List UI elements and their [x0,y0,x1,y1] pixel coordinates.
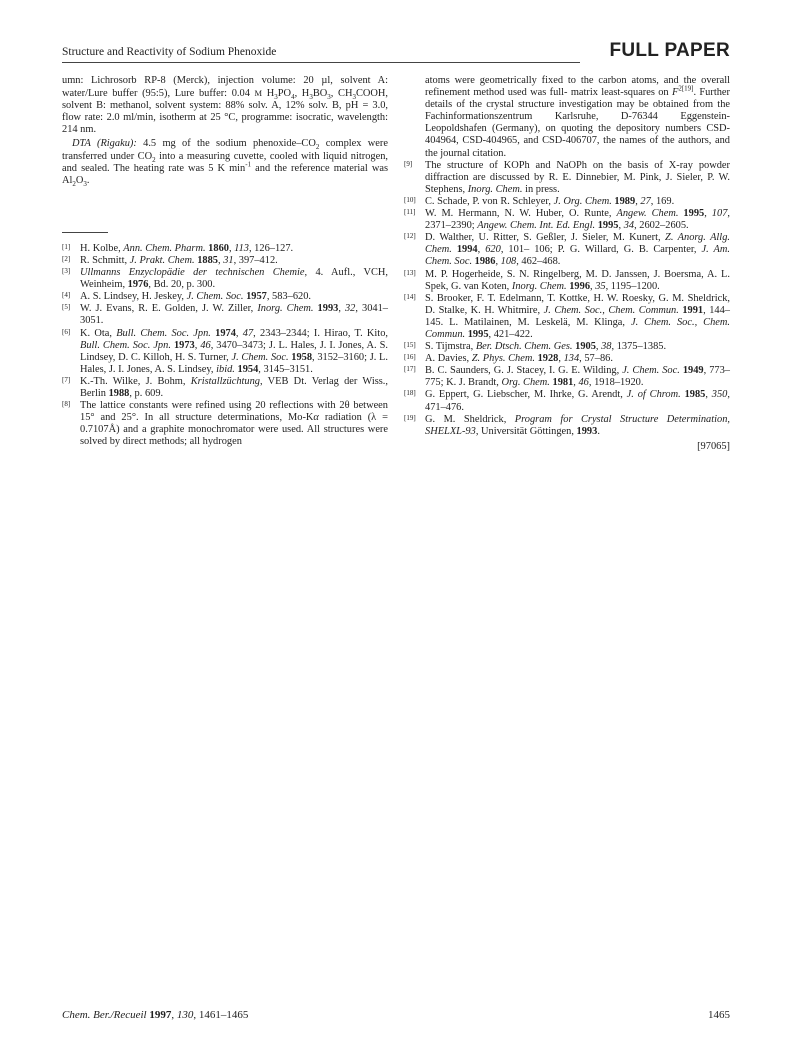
reference-8-continued: atoms were geometrically fixed to the carbon atoms, and the overall refinement method used was full- matrix least-squares on $F^{2[19]}$. Further details of the crystal structure investigation may be obtained from the Fachinformationszentrum Karlsruhe, D-76344 Eggenstein-Leopoldshafen (Germany), on quoting the depository numbers CSD-404964, CSD-404965, and CSD-406707, the names of the authors, and the journal citation. [425,75,730,159]
references-divider [62,232,108,233]
article-id: [97065] [697,440,730,452]
reference-3: [3] Ullmanns Enzyclopädie der technischen Chemie, 4. Aufl., VCH, Weinheim, 1976, Bd. 20, p. 300. [62,267,389,291]
reference-16: [16] A. Davies, Z. Phys. Chem. 1928, 134, 57–86. [404,353,613,365]
footer-citation: Chem. Ber./Recueil 1997, 130, 1461–1465 [62,1009,249,1021]
reference-8: [8] The lattice constants were refined using 20 reflections with 2θ between 15° and 25°. In all structure determinations, Mo-Kα radiation (λ = 0.7107Å) and a graphite monochromator were used. All structures were solved by direct methods; all hydrogen [62,400,388,448]
reference-2: [2] R. Schmitt, J. Prakt. Chem. 1885, 31, 397–412. [62,254,278,266]
section-label: FULL PAPER [609,40,730,61]
running-title: Structure and Reactivity of Sodium Phenoxide [62,46,277,58]
reference-19: [19] G. M. Sheldrick, Program for Crystal Structure Determination, SHELXL-93, Universität Göttingen, 1993. [404,413,730,437]
hplc-paragraph: umn: Lichrosorb RP-8 (Merck), injection volume: 20 µl, solvent A: water/Lure buffer (95:5), Lure buffer: 0.04 M $H_3PO_4$, $H_3BO_3$, $CH_3COOH$, solvent B: methanol, solvent system: 88% solv. A, 12% solv. B, pH = 3.0, flow rate: 2.0 ml/min, isotherm at 25 °C, programme: isocratic, wavelength: 214 nm. [62,75,388,136]
reference-11: [11] W. M. Hermann, N. W. Huber, O. Runte, Angew. Chem. 1995, 107, 2371–2390; Angew. Chem. Int. Ed. Engl. 1995, 34, 2602–2605. [404,208,730,232]
page-number: 1465 [708,1009,730,1021]
reference-13: [13] M. P. Hogerheide, S. N. Ringelberg, M. D. Janssen, J. Boersma, A. L. Spek, G. van Koten, Inorg. Chem. 1996, 35, 1195–1200. [404,268,730,292]
dta-paragraph: DTA (Rigaku): 4.5 mg of the sodium phenoxide–$CO_2$ complex were transferred under $CO_2$ into a measuring cuvette, cooled with liquid nitrogen, and sealed. The heating rate was 5 K $\min^{-1}$ and the reference material was $Al_2O_3$. [62,138,389,188]
reference-1: [1] H. Kolbe, Ann. Chem. Pharm. 1860, 113, 126–127. [62,242,294,254]
reference-7: [7] K.-Th. Wilke, J. Bohm, Kristallzüchtung, VEB Dt. Verlag der Wiss., Berlin 1988, p. 609. [62,375,388,399]
reference-5: [5] W. J. Evans, R. E. Golden, J. W. Ziller, Inorg. Chem. 1993, 32, 3041–3051. [62,303,388,327]
reference-18: [18] G. Eppert, G. Liebscher, M. Ihrke, G. Arendt, J. of Chrom. 1985, 350, 471–476. [404,389,730,413]
header-rule [62,62,580,63]
right-column [404,75,730,453]
reference-10: [10] C. Schade, P. von R. Schleyer, J. Org. Chem. 1989, 27, 169. [404,195,675,207]
reference-15: [15] S. Tijmstra, Ber. Dtsch. Chem. Ges. 1905, 38, 1375–1385. [404,341,667,353]
reference-6: [6] K. Ota, Bull. Chem. Soc. Jpn. 1974, 47, 2343–2344; I. Hirao, T. Kito, Bull. Chem. Soc. Jpn. 1973, 46, 3470–3473; J. L. Hales, J. I. Jones, A. S. Lindsey, D. C. Killoh, H. S. Turner, J. Chem. Soc. 1958, 3152–3160; J. L. Hales, J. I. Jones, A. S. Lindsey, ibid. 1954, 3145–3151. [62,327,388,375]
reference-4: [4] A. S. Lindsey, H. Jeskey, J. Chem. Soc. 1957, 583–620. [62,291,312,303]
left-column [62,75,388,448]
reference-17: [17] B. C. Saunders, G. J. Stacey, I. G. E. Wilding, J. Chem. Soc. 1949, 773–775; K. J. Brandt, Org. Chem. 1981, 46, 1918–1920. [404,365,730,389]
reference-list [62,243,388,449]
page-header [62,42,730,64]
reference-14: [14] S. Brooker, F. T. Edelmann, T. Kottke, H. W. Roesky, G. M. Sheldrick, D. Stalke, K. H. Whitmire, J. Chem. Soc., Chem. Commun. 1991, 144–145. L. Matilainen, M. Leskelä, M. Klinga, J. Chem. Soc., Chem. Commun. 1995, 421–422. [404,292,730,340]
reference-list-continued [404,75,730,438]
reference-12: [12] D. Walther, U. Ritter, S. Geßler, J. Sieler, M. Kunert, Z. Anorg. Allg. Chem. 1994, 620, 101– 106; P. G. Willard, G. B. Carpenter, J. Am. Chem. Soc. 1986, 108, 462–468. [404,232,730,268]
reference-9: [9] The structure of KOPh and NaOPh on the basis of X-ray powder diffraction are discussed by R. E. Dinnebier, M. Pink, J. Sieler, P. W. Stephens, Inorg. Chem. in press. [404,159,730,195]
